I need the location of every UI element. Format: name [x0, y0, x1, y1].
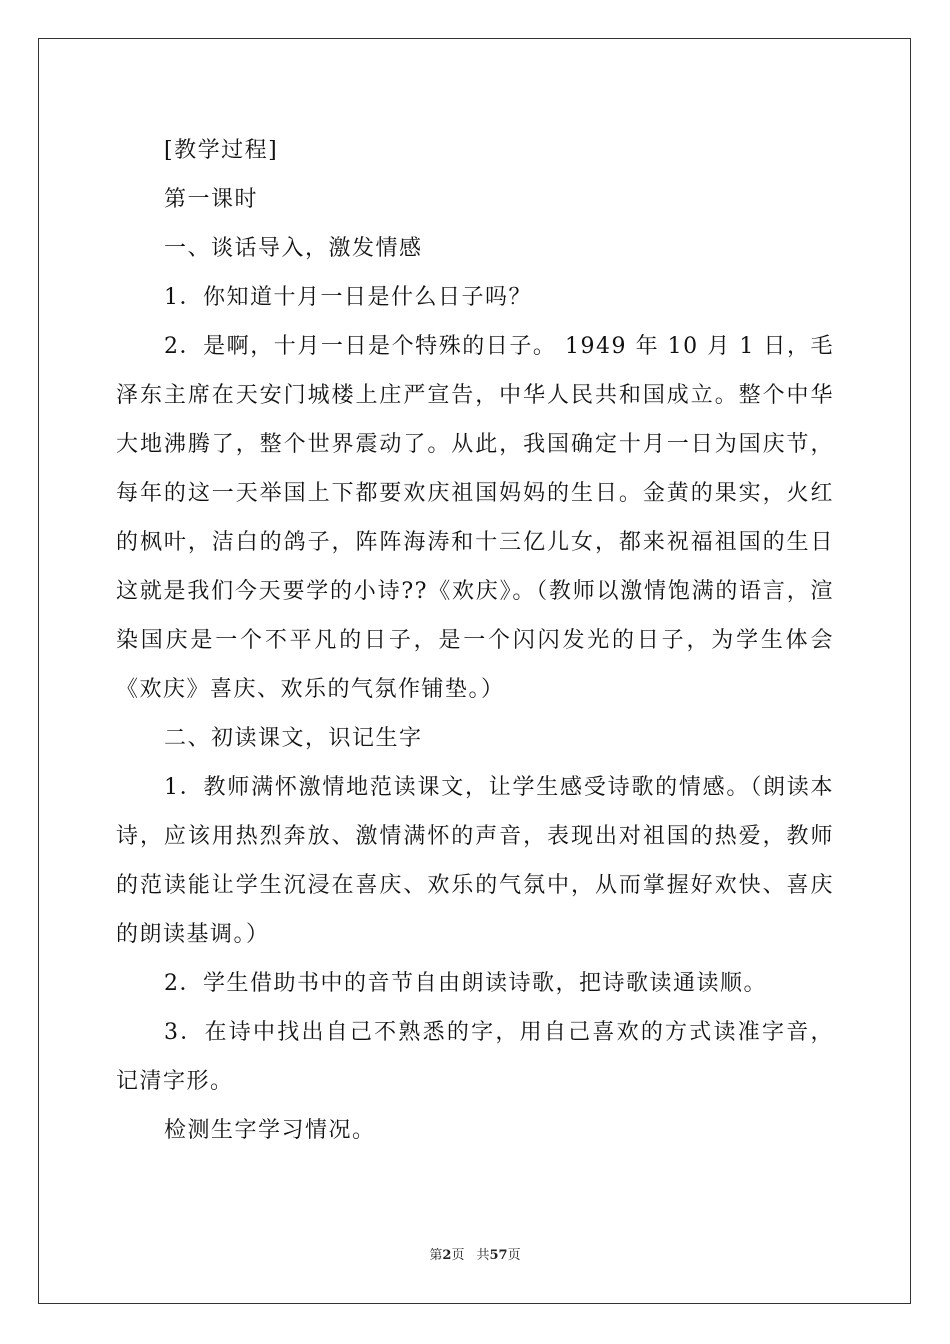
total-suffix: 页 — [507, 1248, 521, 1263]
page-prefix: 第 — [429, 1248, 443, 1263]
paragraph: 2．学生借助书中的音节自由朗读诗歌，把诗歌读通读顺。 — [164, 971, 767, 996]
step-heading: 二、初读课文，识记生字 — [164, 726, 423, 751]
page-suffix: 页 — [451, 1248, 465, 1263]
page-number: 2 — [442, 1248, 452, 1263]
paragraph: 1．教师满怀激情地范读课文，让学生感受诗歌的情感。（朗读本诗，应该用热烈奔放、激情满怀的声音，表现出对祖国的热爱，教师的范读能让学生沉浸在喜庆、欢乐的气氛中，从而掌握好欢快、喜庆的朗读基调。） — [116, 775, 834, 947]
step-heading: 一、谈话导入，激发情感 — [164, 236, 423, 261]
total-pages: 57 — [489, 1248, 508, 1263]
paragraph: 1．你知道十月一日是什么日子吗？ — [164, 285, 532, 310]
paragraph: 3．在诗中找出自己不熟悉的字，用自己喜欢的方式读准字音，记清字形。 — [116, 1020, 834, 1094]
lesson-title: 第一课时 — [164, 187, 259, 212]
total-prefix: 共 — [476, 1248, 490, 1263]
document-body — [116, 126, 834, 1155]
paragraph: 检测生字学习情况。 — [164, 1118, 376, 1143]
page-footer — [0, 1244, 950, 1263]
section-heading: [教学过程] — [164, 138, 279, 163]
paragraph: 2．是啊，十月一日是个特殊的日子。 1949 年 10 月 1 日，毛泽东主席在天安门城楼上庄严宣告，中华人民共和国成立。整个中华大地沸腾了，整个世界震动了。从此，我国确定十月一日为国庆节，每年的这一天举国上下都要欢庆祖国妈妈的生日。金黄的果实，火红的枫叶，洁白的鸽子，阵阵海涛和十三亿儿女，都来祝福祖国的生日这就是我们今天要学的小诗??《欢庆》。（教师以激情饱满的语言，渲染国庆是一个不平凡的日子，是一个闪闪发光的日子，为学生体会《欢庆》喜庆、欢乐的气氛作铺垫。） — [116, 334, 834, 702]
